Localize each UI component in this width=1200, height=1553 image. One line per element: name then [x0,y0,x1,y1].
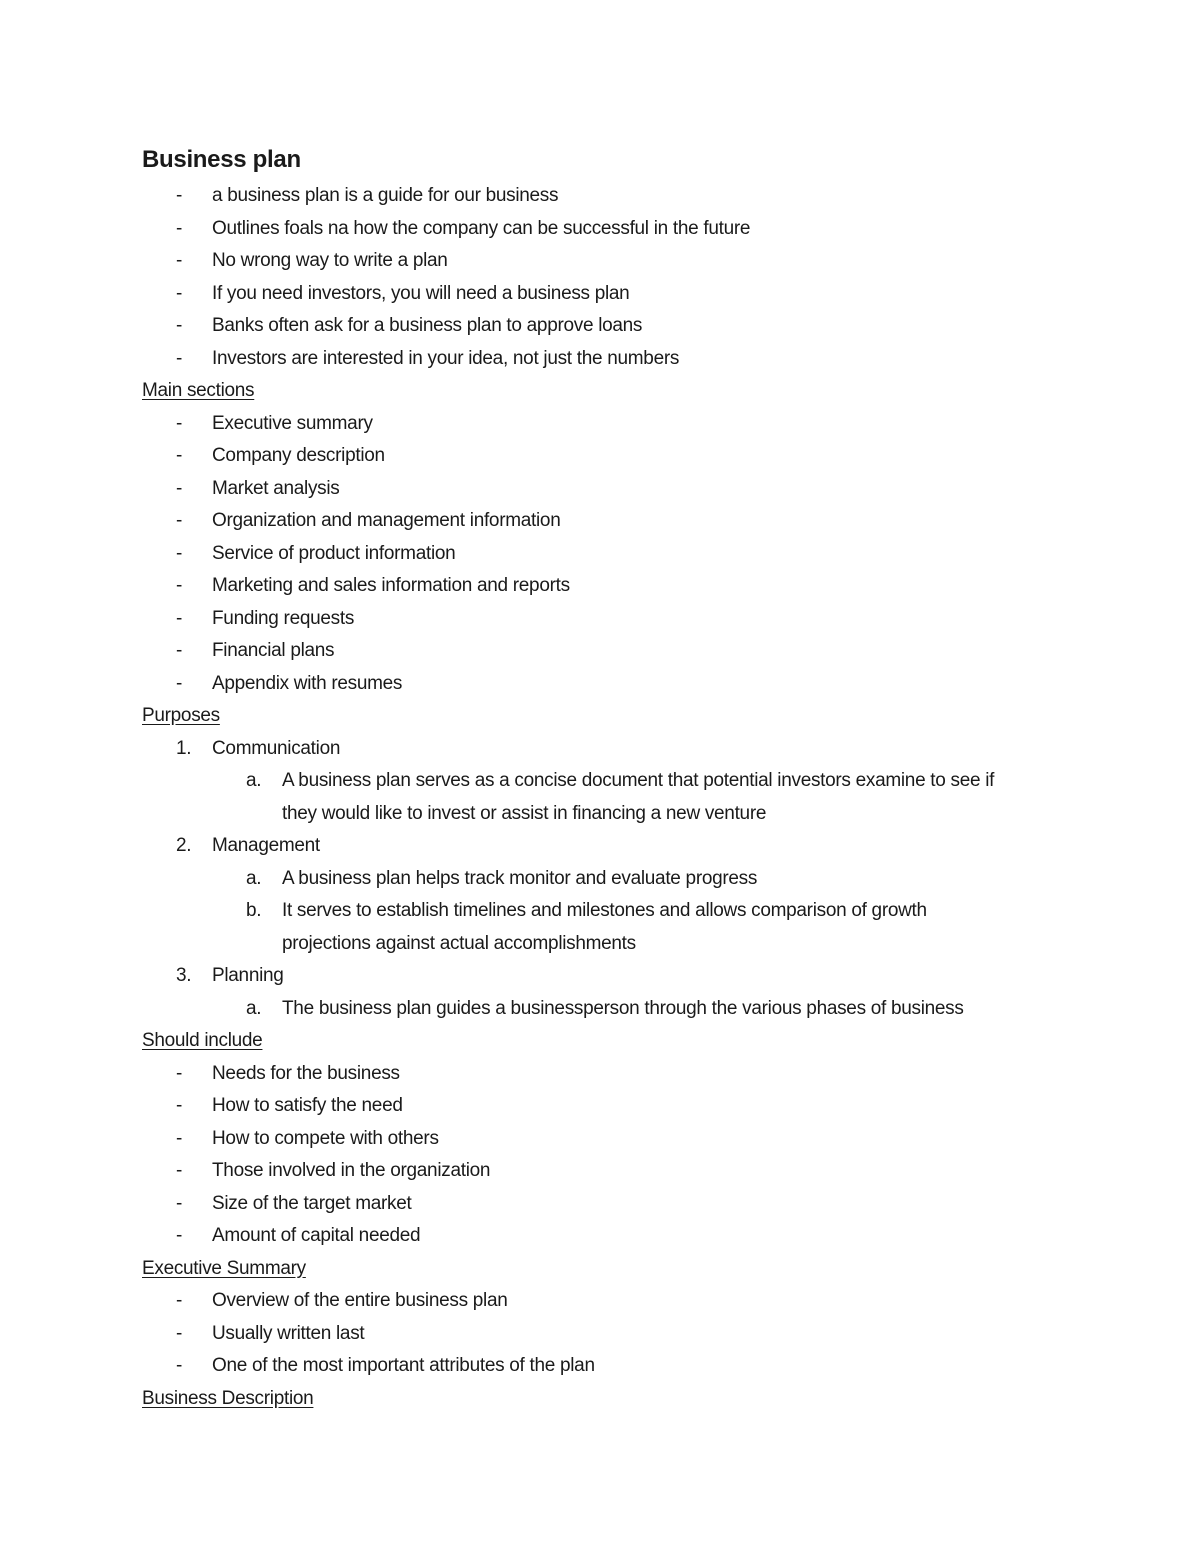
bullet-marker: - [176,412,183,434]
list-item: - Company description [142,440,1082,473]
sub-item: a. A business plan helps track monitor and evaluate progress [142,863,1082,896]
bullet-marker: - [176,477,183,499]
list-item: - Outlines foals na how the company can be successful in the future [142,213,1082,246]
list-item: - Organization and management information [142,505,1082,538]
list-item: - Investors are interested in your idea, not just the numbers [142,343,1082,376]
list-item: - If you need investors, you will need a business plan [142,278,1082,311]
letter-marker: a. [246,867,262,889]
bullet-marker: - [176,1290,183,1311]
list-item: - One of the most important attributes of the plan [142,1350,1082,1383]
bullet-marker: - [176,282,183,304]
bullet-marker: - [176,1322,183,1344]
bullet-marker: - [176,250,183,271]
section-heading-business-description: Business Description [142,1387,314,1409]
bullet-marker: - [176,1127,183,1149]
sub-item-continuation: projections against actual accomplishments [282,932,636,954]
sub-item-continuation: they would like to invest or assist in financing a new venture [282,802,767,824]
bullet-marker: - [176,672,183,694]
list-item: - Financial plans [142,635,1082,668]
letter-marker: a. [246,997,262,1019]
list-item: - Banks often ask for a business plan to approve loans [142,310,1082,343]
bullet-marker: - [176,510,183,531]
list-item: - Service of product information [142,538,1082,571]
list-item: - No wrong way to write a plan [142,245,1082,278]
list-item: - Those involved in the organization [142,1155,1082,1188]
bullet-marker: - [176,1160,183,1181]
document-page [142,140,1082,1415]
list-item: - Amount of capital needed [142,1220,1082,1253]
bullet-marker: - [176,640,183,661]
bullet-marker: - [176,575,183,596]
bullet-marker: - [176,1225,183,1246]
list-item: - Appendix with resumes [142,668,1082,701]
list-item: - Size of the target market [142,1188,1082,1221]
list-item: - How to compete with others [142,1123,1082,1156]
numbered-item: 3. Planning [142,960,1082,993]
sub-item: b. It serves to establish timelines and milestones and allows comparison of growth [142,895,1082,928]
numbered-item: 1. Communication [142,733,1082,766]
list-item: - How to satisfy the need [142,1090,1082,1123]
bullet-marker: - [176,1095,183,1116]
bullet-marker: - [176,1192,183,1214]
document-title: Business plan [142,146,301,173]
bullet-marker: - [176,1062,183,1084]
list-item: - a business plan is a guide for our business [142,180,1082,213]
sub-item: a. A business plan serves as a concise document that potential investors examine to see if [142,765,1082,798]
numbered-item: 2. Management [142,830,1082,863]
bullet-marker: - [176,185,183,206]
bullet-marker: - [176,1355,183,1376]
bullet-marker: - [176,445,183,466]
list-item: - Funding requests [142,603,1082,636]
letter-marker: a. [246,770,262,791]
list-item: - Usually written last [142,1318,1082,1351]
letter-marker: b. [246,900,262,921]
number-marker: 3. [176,965,192,986]
list-item: - Needs for the business [142,1058,1082,1091]
bullet-marker: - [176,607,183,629]
section-heading-main-sections: Main sections [142,380,255,401]
section-heading-should-include: Should include [142,1030,263,1051]
list-item: - Overview of the entire business plan [142,1285,1082,1318]
sub-item: a. The business plan guides a businessperson through the various phases of business [142,993,1082,1026]
list-item: - Market analysis [142,473,1082,506]
bullet-marker: - [176,347,183,369]
list-item: - Executive summary [142,408,1082,441]
number-marker: 1. [176,737,192,759]
number-marker: 2. [176,835,192,856]
section-heading-executive-summary: Executive Summary [142,1257,306,1279]
bullet-marker: - [176,315,183,336]
list-item: - Marketing and sales information and reports [142,570,1082,603]
bullet-marker: - [176,217,183,239]
bullet-marker: - [176,542,183,564]
section-heading-purposes: Purposes [142,705,220,726]
